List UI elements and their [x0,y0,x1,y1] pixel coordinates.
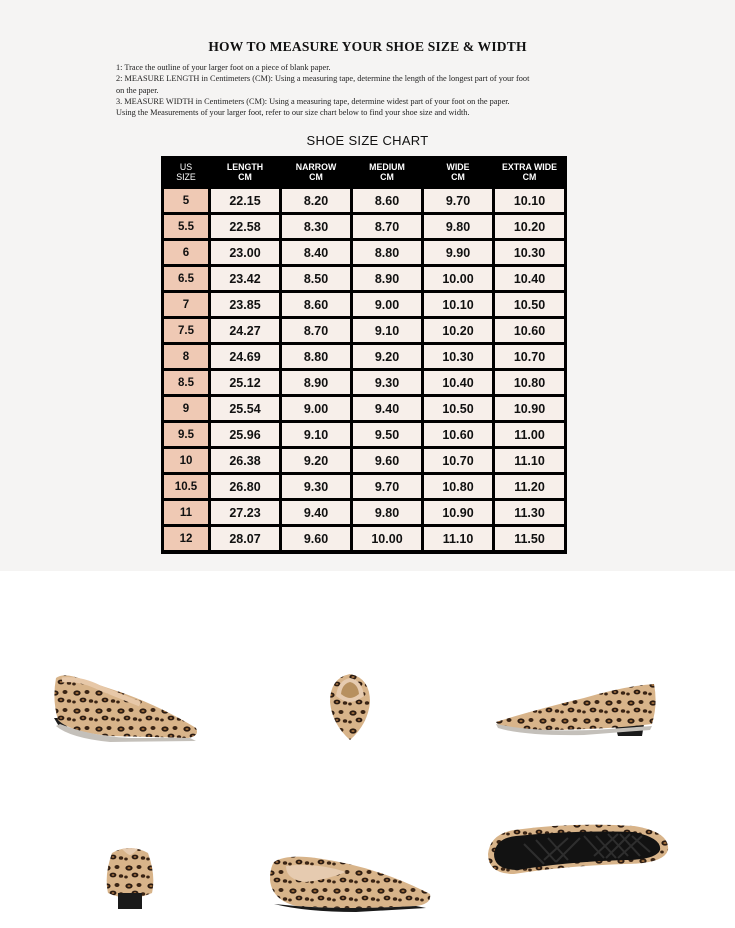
cell-extra-wide: 10.30 [495,241,564,264]
guide-title: HOW TO MEASURE YOUR SHOE SIZE & WIDTH [208,39,527,54]
size-chart-title: SHOE SIZE CHART [306,133,429,148]
cell-narrow: 8.20 [282,189,350,212]
header-narrow-line: CM [309,171,323,182]
cell-narrow: 9.10 [282,423,350,446]
header-medium [353,156,421,187]
cell-narrow: 8.30 [282,215,350,238]
cell-length: 28.07 [211,527,279,550]
cell-extra-wide: 11.20 [495,475,564,498]
cell-us-size: 7.5 [164,319,208,342]
step-1-text: 1: Trace the outline of your larger foot on a piece of blank paper. [116,63,331,72]
cell-length: 22.15 [211,189,279,212]
cell-us-size: 11 [164,501,208,524]
cell-extra-wide: 11.10 [495,449,564,472]
cell-wide: 10.90 [424,501,492,524]
cell-us-size: 8 [164,345,208,368]
cell-wide: 10.00 [424,267,492,290]
header-wide-line: CM [451,171,465,182]
cell-extra-wide: 10.70 [495,345,564,368]
header-extra-wide [495,156,564,187]
header-length-line: CM [238,171,252,182]
cell-extra-wide: 10.90 [495,397,564,420]
cell-extra-wide: 10.60 [495,319,564,342]
cell-medium: 9.80 [353,501,421,524]
cell-wide: 10.30 [424,345,492,368]
cell-us-size: 6.5 [164,267,208,290]
shoe-side-left-photo [50,670,205,745]
header-wide [424,156,492,187]
cell-medium: 8.70 [353,215,421,238]
cell-narrow: 8.70 [282,319,350,342]
cell-narrow: 9.20 [282,449,350,472]
header-us-size-line: US [179,161,193,172]
cell-extra-wide: 10.40 [495,267,564,290]
header-extra-wide-line: EXTRA WIDE [502,161,557,172]
cell-wide: 9.90 [424,241,492,264]
shoe-side-right-photo [494,680,660,740]
cell-narrow: 8.60 [282,293,350,316]
cell-wide: 10.40 [424,371,492,394]
header-extra-wide-line: CM [522,171,537,182]
cell-extra-wide: 11.30 [495,501,564,524]
cell-medium: 9.60 [353,449,421,472]
header-length [211,156,279,187]
cell-wide: 9.70 [424,189,492,212]
cell-us-size: 9.5 [164,423,208,446]
step-3-text-continued: Using the Measurements of your larger foot, refer to our size chart below to find your shoe size and width. [116,108,470,118]
header-length-line: LENGTH [226,161,264,172]
cell-us-size: 5.5 [164,215,208,238]
cell-medium: 9.20 [353,345,421,368]
header-us-size [164,156,208,187]
shoe-size-table [161,156,567,554]
header-us-size-line: SIZE [176,171,196,182]
cell-us-size: 7 [164,293,208,316]
cell-medium: 9.40 [353,397,421,420]
cell-extra-wide: 10.80 [495,371,564,394]
cell-us-size: 8.5 [164,371,208,394]
cell-length: 26.38 [211,449,279,472]
cell-extra-wide: 11.50 [495,527,564,550]
header-wide-line: WIDE [446,161,470,172]
cell-length: 23.00 [211,241,279,264]
cell-wide: 11.10 [424,527,492,550]
cell-wide: 10.70 [424,449,492,472]
cell-medium: 8.80 [353,241,421,264]
cell-narrow: 9.00 [282,397,350,420]
cell-medium: 9.50 [353,423,421,446]
cell-length: 25.12 [211,371,279,394]
guide-steps [116,62,616,118]
cell-medium: 9.10 [353,319,421,342]
cell-length: 27.23 [211,501,279,524]
cell-wide: 10.10 [424,293,492,316]
cell-length: 23.85 [211,293,279,316]
cell-narrow: 8.40 [282,241,350,264]
cell-extra-wide: 11.00 [495,423,564,446]
cell-length: 23.42 [211,267,279,290]
step-2-text-continued: on the paper. [116,85,159,95]
cell-wide: 10.50 [424,397,492,420]
cell-us-size: 12 [164,527,208,550]
cell-extra-wide: 10.50 [495,293,564,316]
cell-length: 26.80 [211,475,279,498]
cell-medium: 9.00 [353,293,421,316]
shoe-sole-photo [484,820,674,880]
cell-length: 24.69 [211,345,279,368]
cell-extra-wide: 10.20 [495,215,564,238]
cell-medium: 9.70 [353,475,421,498]
cell-medium: 10.00 [353,527,421,550]
cell-medium: 9.30 [353,371,421,394]
cell-length: 25.54 [211,397,279,420]
header-medium-line: CM [380,171,394,182]
cell-us-size: 10.5 [164,475,208,498]
cell-wide: 10.80 [424,475,492,498]
cell-length: 22.58 [211,215,279,238]
cell-narrow: 8.50 [282,267,350,290]
cell-us-size: 5 [164,189,208,212]
cell-wide: 9.80 [424,215,492,238]
cell-medium: 8.60 [353,189,421,212]
cell-wide: 10.60 [424,423,492,446]
shoe-front-photo [326,672,374,742]
header-medium-line: MEDIUM [369,161,405,172]
step-3-text: 3. MEASURE WIDTH in Centimeters (CM): Using a measuring tape, determine widest part of your foot on the paper. [116,96,510,106]
header-narrow-line: NARROW [295,161,337,172]
cell-length: 24.27 [211,319,279,342]
cell-us-size: 6 [164,241,208,264]
shoe-back-photo [102,845,158,915]
cell-medium: 8.90 [353,267,421,290]
cell-narrow: 9.30 [282,475,350,498]
cell-us-size: 9 [164,397,208,420]
cell-length: 25.96 [211,423,279,446]
step-2-text: 2: MEASURE LENGTH in Centimeters (CM): Using a measuring tape, determine the length of the longest part of your foot [116,74,530,84]
cell-extra-wide: 10.10 [495,189,564,212]
header-narrow [282,156,350,187]
cell-narrow: 9.40 [282,501,350,524]
cell-wide: 10.20 [424,319,492,342]
cell-us-size: 10 [164,449,208,472]
cell-narrow: 8.80 [282,345,350,368]
cell-narrow: 9.60 [282,527,350,550]
shoe-top-photo [266,850,436,915]
cell-narrow: 8.90 [282,371,350,394]
